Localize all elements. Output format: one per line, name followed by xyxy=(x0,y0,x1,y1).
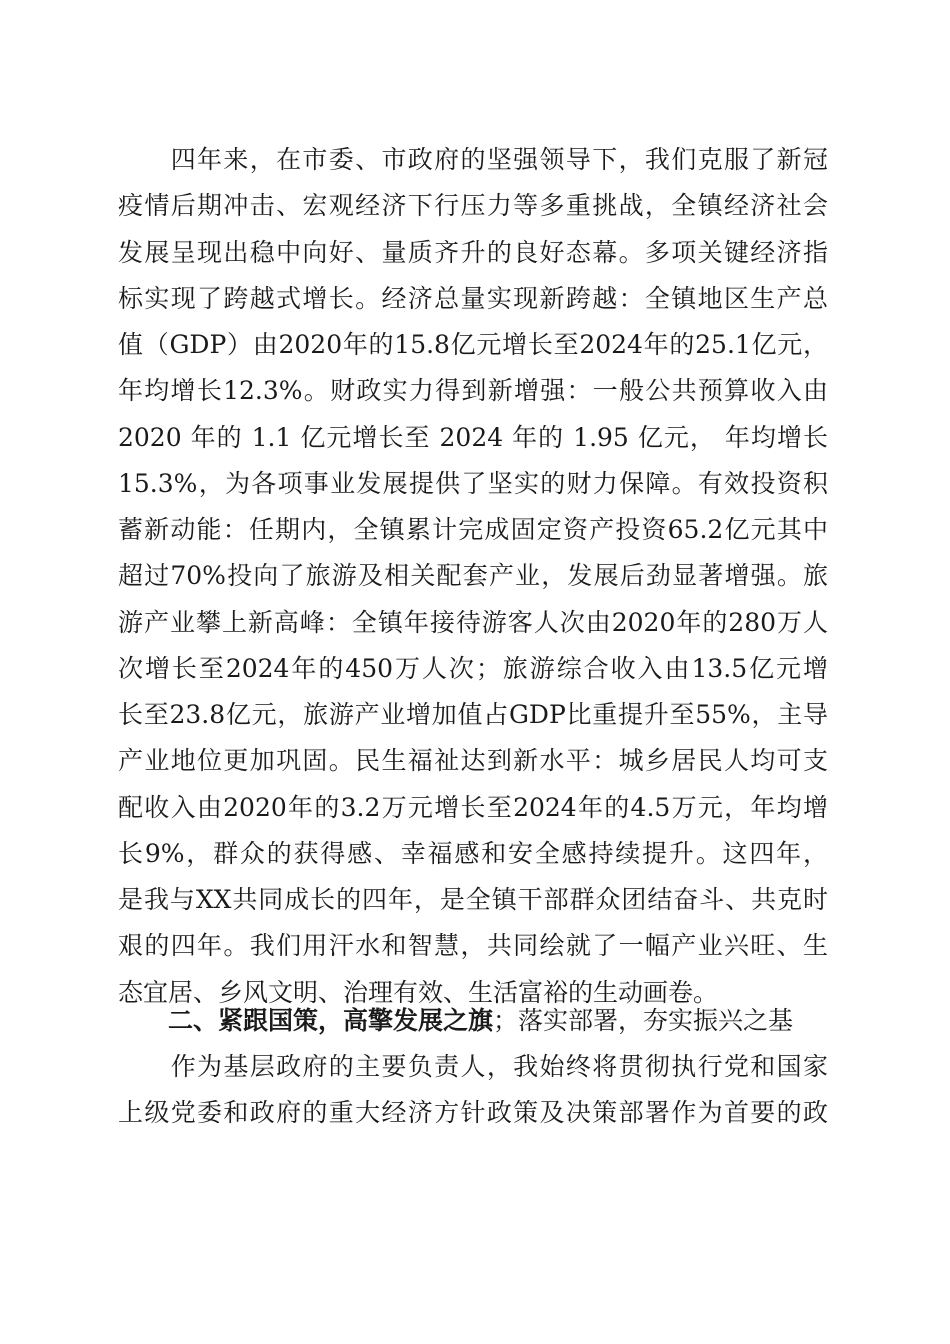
paragraph-line: 标实现了跨越式增长。经济总量实现新跨越：全镇地区生产总 xyxy=(118,283,828,313)
heading-line xyxy=(118,998,828,1044)
paragraph-line: 是我与XX共同成长的四年，是全镇干部群众团结奋斗、共克时 xyxy=(118,885,828,914)
paragraph-line: 长9%，群众的获得感、幸福感和安全感持续提升。这四年， xyxy=(118,838,828,868)
paragraph-line: 艰的四年。我们用汗水和智慧，共同绘就了一幅产业兴旺、生 xyxy=(118,931,828,961)
paragraph-line: 值（GDP）由2020年的15.8亿元增长至2024年的25.1亿元， xyxy=(118,330,828,359)
paragraph-four-years-review xyxy=(118,137,828,1016)
paragraph-line: 态宜居、乡风文明、治理有效、生活富裕的生动画卷。 xyxy=(118,977,719,1007)
paragraph-responsibility xyxy=(118,1044,828,1137)
paragraph-line: 游产业攀上新高峰：全镇年接待游客人次由2020年的280万人 xyxy=(118,607,828,637)
paragraph-line: 作为基层政府的主要负责人，我始终将贯彻执行党和国家 xyxy=(118,1052,828,1081)
paragraph-line: 长至23.8亿元，旅游产业增加值占GDP比重提升至55%，主导 xyxy=(118,700,828,729)
paragraph-line: 配收入由2020年的3.2万元增长至2024年的4.5万元，年均增 xyxy=(118,792,828,822)
paragraph-line: 蓄新动能：任期内，全镇累计完成固定资产投资65.2亿元其中 xyxy=(118,515,828,544)
section-heading-2 xyxy=(118,998,828,1044)
heading-bold-text: 二、紧跟国策，高擎发展之旗 xyxy=(168,1006,494,1035)
heading-rest-text: ；落实部署，夯实振兴之基 xyxy=(493,1006,794,1035)
paragraph-line: 产业地位更加巩固。民生福祉达到新水平：城乡居民人均可支 xyxy=(118,746,828,776)
paragraph-line: 上级党委和政府的重大经济方针政策及决策部署作为首要的政 xyxy=(118,1098,828,1128)
paragraph-line: 超过70%投向了旅游及相关配套产业，发展后劲显著增强。旅 xyxy=(118,561,828,591)
paragraph-line: 发展呈现出稳中向好、量质齐升的良好态幕。多项关键经济指 xyxy=(118,237,828,267)
paragraph-line: 疫情后期冲击、宏观经济下行压力等多重挑战，全镇经济社会 xyxy=(118,191,828,221)
paragraph-line: 次增长至2024年的450万人次；旅游综合收入由13.5亿元增 xyxy=(118,653,828,683)
paragraph-line: 15.3%，为各项事业发展提供了坚实的财力保障。有效投资积 xyxy=(118,468,828,498)
paragraph-line: 四年来，在市委、市政府的坚强领导下，我们克服了新冠 xyxy=(118,145,828,174)
paragraph-line: 2020 年的 1.1 亿元增长至 2024 年的 1.95 亿元， 年均增长 xyxy=(118,422,828,452)
paragraph-line: 年均增长12.3%。财政实力得到新增强：一般公共预算收入由 xyxy=(118,376,828,406)
